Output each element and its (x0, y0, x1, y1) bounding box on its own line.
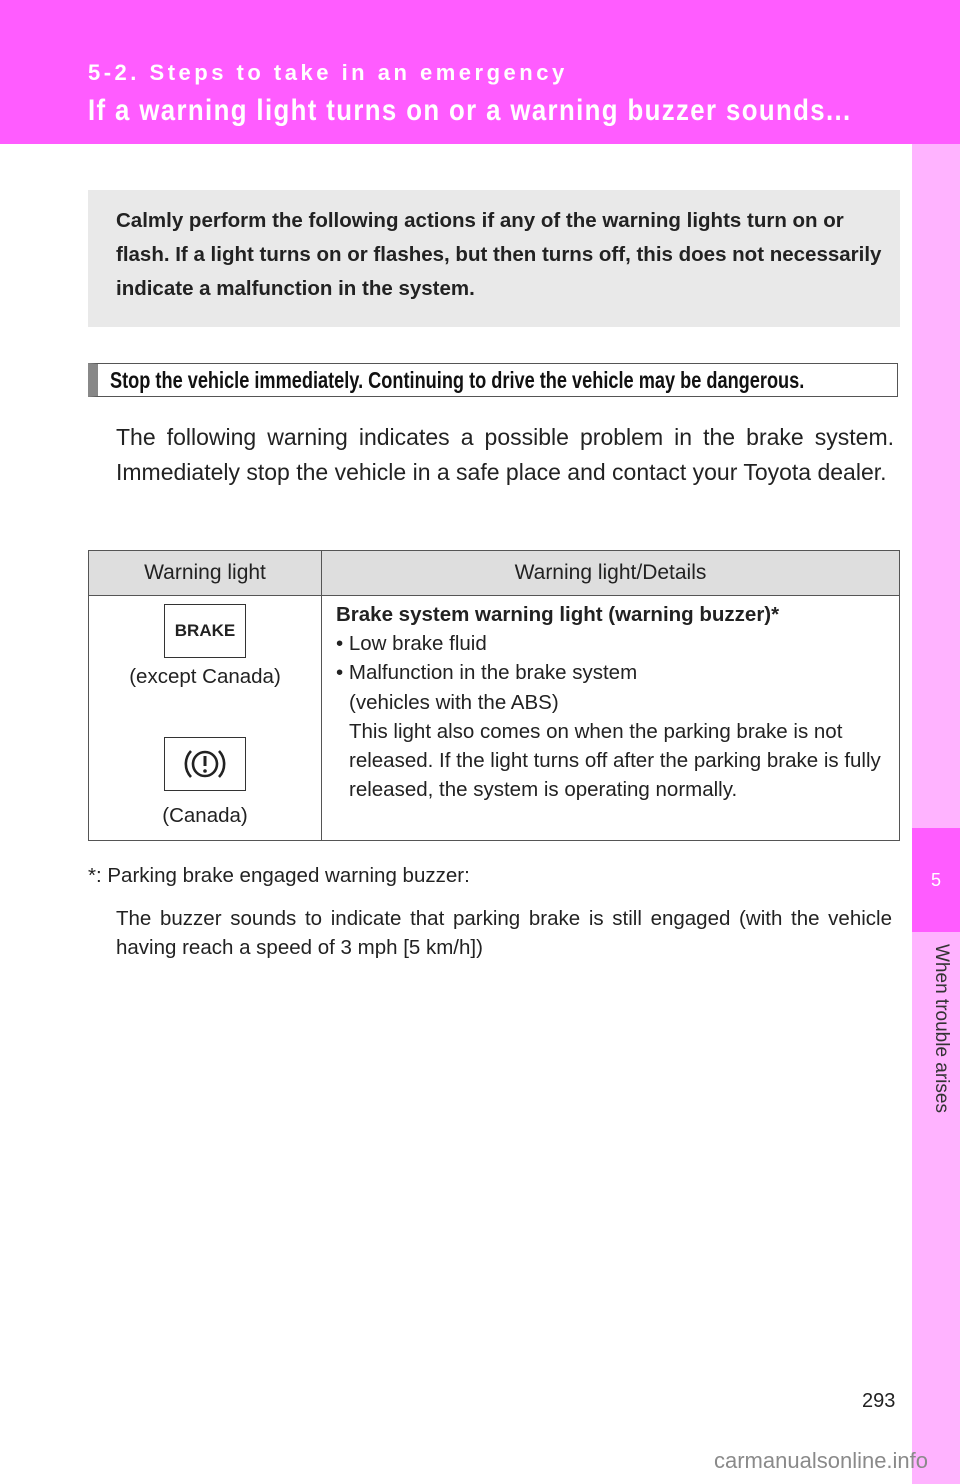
details-sub-note: (vehicles with the ABS) (349, 690, 559, 714)
chapter-title: When trouble arises (931, 944, 952, 1113)
brake-icon-label: BRAKE (174, 621, 236, 640)
details-bullet: • Malfunction in the brake system (336, 661, 638, 685)
details-title: Brake system warning light (warning buzzer)* (336, 603, 780, 626)
brake-circle-icon (164, 737, 246, 791)
page-number: 293 (862, 1390, 896, 1412)
stop-heading: Stop the vehicle immediately. Continuing to drive the vehicle may be dangerous. (110, 367, 805, 393)
lamp-caption-canada: (Canada) (162, 804, 248, 827)
page-title: If a warning light turns on or a warning buzzer sounds... (88, 94, 852, 127)
stop-heading-bar (88, 363, 898, 397)
warning-light-cell (89, 596, 322, 841)
intro-text: Calmly perform the following actions if any of the warning lights turn on or flash. If a light turns on or flashes, but then turns off, this does not necessarily indicate a malfunction in the system. (116, 209, 882, 300)
page-header (0, 0, 960, 144)
lamp-caption-except-canada: (except Canada) (129, 665, 281, 688)
chapter-side-tab (912, 144, 960, 1484)
intro-box (88, 190, 900, 327)
section-heading: 5-2. Steps to take in an emergency (88, 60, 568, 85)
brake-text-icon (164, 604, 246, 658)
details-sub-note: This light also comes on when the parking brake is not released. If the light turns off after the parking brake is fully released, the system is operating normally. (349, 719, 881, 802)
watermark: carmanualsonline.info (714, 1448, 929, 1473)
body-paragraph: The following warning indicates a possible problem in the brake system. Immediately stop the vehicle in a safe place and contact your Toyota dealer. (116, 424, 894, 485)
warning-details-cell (322, 596, 900, 841)
warning-light-table (88, 550, 900, 841)
column-header-warning-light: Warning light (89, 551, 322, 596)
table-row (89, 596, 900, 841)
details-bullet: • Low brake fluid (336, 632, 487, 656)
chapter-number: 5 (912, 828, 960, 932)
footnote-label: *: Parking brake engaged warning buzzer: (88, 864, 470, 887)
footnote-text: The buzzer sounds to indicate that parking brake is still engaged (with the vehicle having reach a speed of 3 mph [5 km/h]) (116, 907, 892, 959)
table-header-row (89, 551, 900, 596)
column-header-details: Warning light/Details (322, 551, 900, 596)
